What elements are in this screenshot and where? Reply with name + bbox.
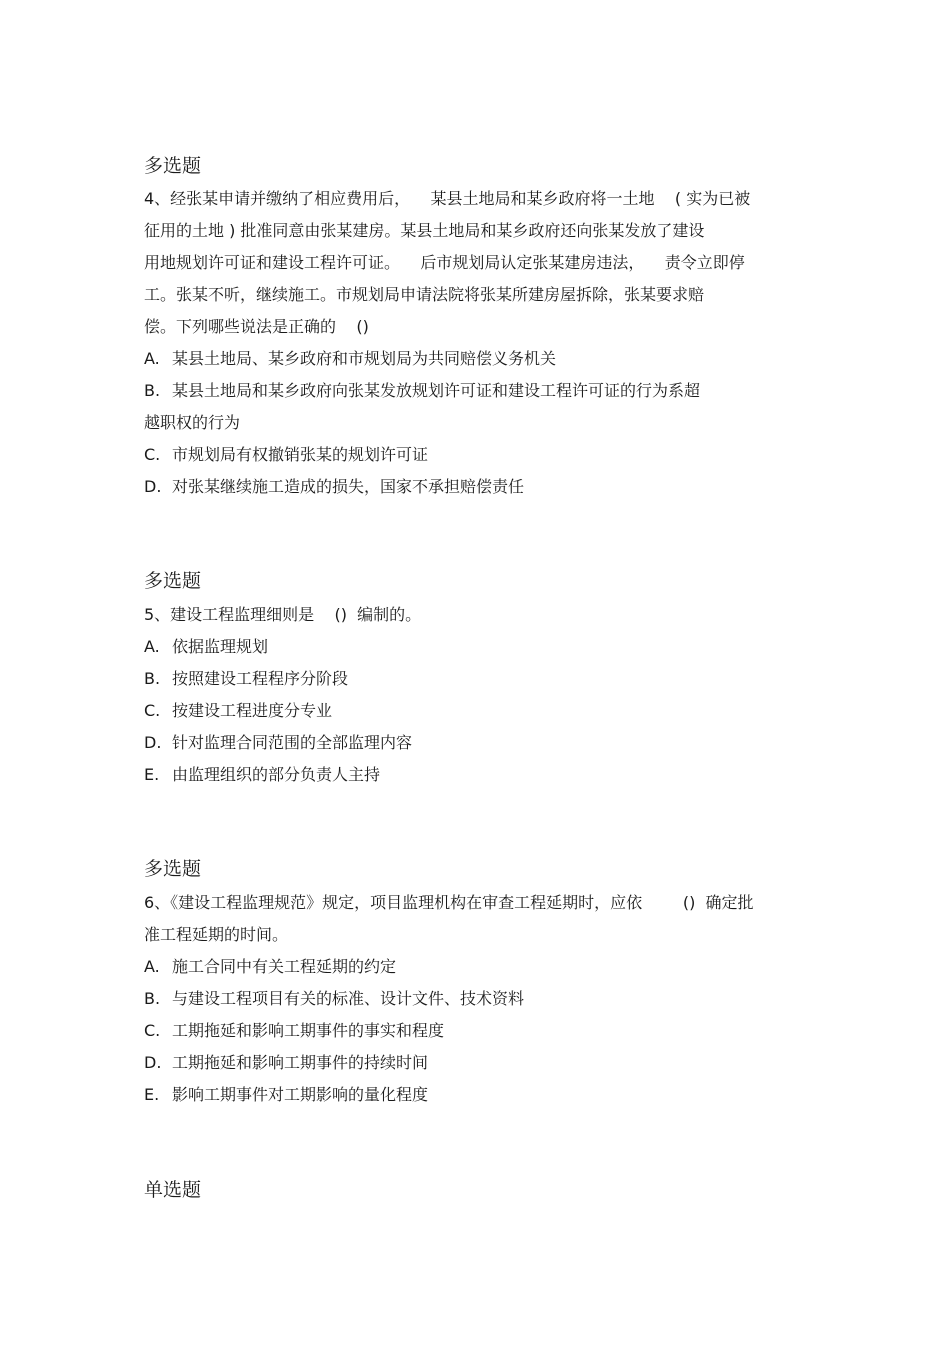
option-c	[144, 1020, 444, 1042]
question-text-line: 5、建设工程监理细则是 () 编制的。	[144, 605, 422, 624]
option-letter: A.	[144, 349, 160, 368]
option-a	[144, 956, 396, 978]
option-a	[144, 348, 556, 370]
option-letter: B.	[144, 669, 161, 688]
option-text: 市规划局有权撤销张某的规划许可证	[172, 445, 429, 464]
option-letter: C.	[144, 445, 161, 464]
option-d	[144, 732, 412, 754]
option-letter: B.	[144, 381, 161, 400]
question-type-heading: 多选题	[144, 570, 202, 592]
option-text: 对张某继续施工造成的损失，国家不承担赔偿责任	[172, 477, 525, 496]
option-text: 某县土地局和某乡政府向张某发放规划许可证和建设工程许可证的行为系超	[172, 381, 701, 400]
option-letter: E.	[144, 765, 160, 784]
option-letter: C.	[144, 701, 161, 720]
option-text: 越职权的行为	[144, 413, 241, 432]
question-type-heading: 多选题	[144, 155, 202, 177]
option-text: 针对监理合同范围的全部监理内容	[172, 733, 413, 752]
option-a	[144, 636, 268, 658]
option-text: 依据监理规划	[172, 637, 269, 656]
option-text: 工期拖延和影响工期事件的事实和程度	[172, 1021, 445, 1040]
option-b	[144, 668, 348, 690]
question-text-line: 征用的土地 ) 批准同意由张某建房。某县土地局和某乡政府还向张某发放了建设	[144, 221, 705, 240]
question-text-line: 准工程延期的时间。	[144, 925, 289, 944]
option-letter: D.	[144, 733, 162, 752]
option-text: 按建设工程进度分专业	[172, 701, 333, 720]
option-b	[144, 380, 700, 402]
option-letter: E.	[144, 1085, 160, 1104]
question-type-heading: 单选题	[144, 1179, 202, 1201]
option-b	[144, 988, 524, 1010]
option-text: 按照建设工程程序分阶段	[172, 669, 349, 688]
option-text: 某县土地局、某乡政府和市规划局为共同赔偿义务机关	[172, 349, 557, 368]
option-c	[144, 444, 428, 466]
option-d	[144, 476, 524, 498]
option-text: 工期拖延和影响工期事件的持续时间	[172, 1053, 429, 1072]
option-e	[144, 1084, 428, 1106]
question-text-line: 工。张某不听，继续施工。市规划局申请法院将张某所建房屋拆除，张某要求赔	[144, 285, 705, 304]
option-e	[144, 764, 380, 786]
question-text-line: 4、经张某申请并缴纳了相应费用后， 某县土地局和某乡政府将一土地 ( 实为已被	[144, 189, 751, 208]
question-text-line: 6、《建设工程监理规范》规定，项目监理机构在审查工程延期时，应依 () 确定批	[144, 893, 754, 912]
option-letter: B.	[144, 989, 161, 1008]
option-text: 施工合同中有关工程延期的约定	[172, 957, 397, 976]
question-text-line: 用地规划许可证和建设工程许可证。 后市规划局认定张某建房违法， 责令立即停	[144, 253, 745, 272]
option-letter: D.	[144, 1053, 162, 1072]
option-text: 影响工期事件对工期影响的量化程度	[172, 1085, 429, 1104]
question-text-line: 偿。下列哪些说法是正确的 ()	[144, 317, 369, 336]
option-d	[144, 1052, 428, 1074]
option-letter: A.	[144, 957, 160, 976]
question-type-heading: 多选题	[144, 858, 202, 880]
option-letter: A.	[144, 637, 160, 656]
option-letter: C.	[144, 1021, 161, 1040]
option-c	[144, 700, 332, 722]
option-letter: D.	[144, 477, 162, 496]
option-text: 与建设工程项目有关的标准、设计文件、技术资料	[172, 989, 525, 1008]
option-b-continuation	[144, 412, 240, 434]
option-text: 由监理组织的部分负责人主持	[172, 765, 381, 784]
